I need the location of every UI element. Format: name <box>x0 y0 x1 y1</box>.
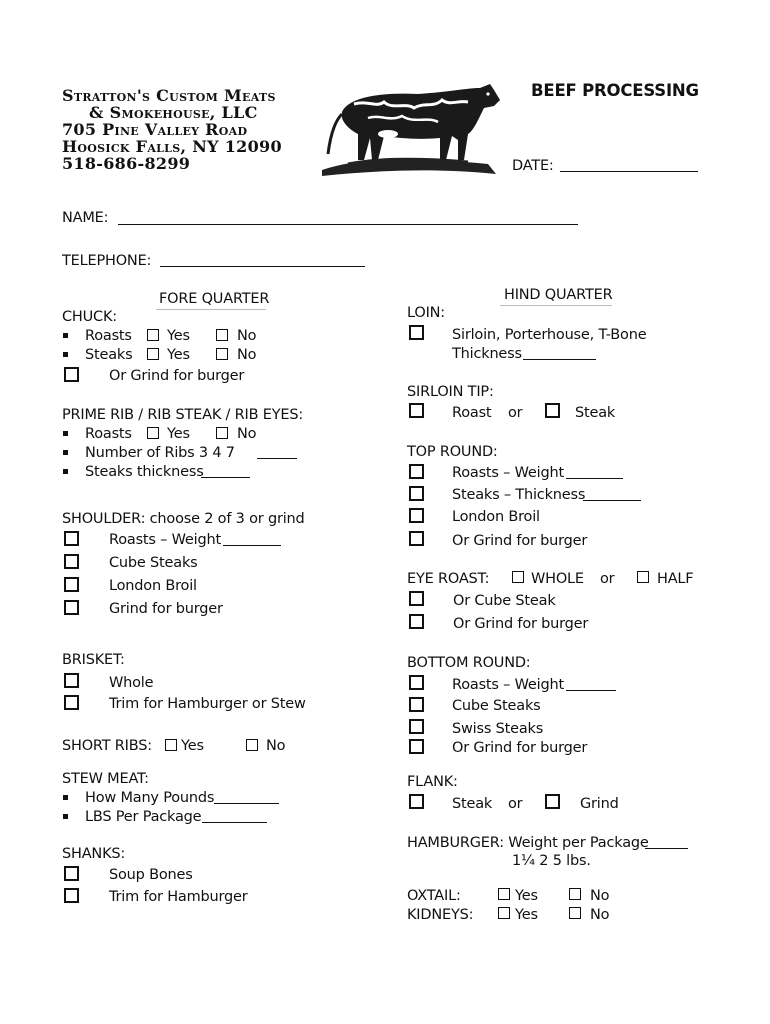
shoulder-grind-checkbox[interactable] <box>64 600 79 615</box>
form-title: BEEF PROCESSING <box>531 81 699 100</box>
shoulder-grind-label: Grind for burger <box>109 601 223 617</box>
top-round-roasts-checkbox[interactable] <box>409 464 424 479</box>
bullet <box>63 450 68 455</box>
cow-woodcut-icon <box>318 78 502 178</box>
top-round-grind-checkbox[interactable] <box>409 531 424 546</box>
bottom-round-roasts-label: Roasts – Weight <box>452 677 564 693</box>
oxtail-label: OXTAIL: <box>407 888 461 904</box>
chuck-roasts-yes-label: Yes <box>167 328 190 344</box>
flank-grind-label: Grind <box>580 796 619 812</box>
chuck-roasts-label: Roasts <box>85 328 132 344</box>
shoulder-london-checkbox[interactable] <box>64 577 79 592</box>
top-round-steaks-label: Steaks – Thickness <box>452 487 586 503</box>
short-ribs-no-label: No <box>266 738 286 754</box>
flank-or: or <box>508 796 523 812</box>
shoulder-roasts-checkbox[interactable] <box>64 531 79 546</box>
company-address: 705 Pine Valley Road <box>62 120 248 139</box>
loin-label: LOIN: <box>407 305 445 321</box>
top-round-london-checkbox[interactable] <box>409 508 424 523</box>
date-label: DATE: <box>512 158 554 174</box>
prime-rib-thickness-label: Steaks thickness <box>85 464 204 480</box>
flank-steak-label: Steak <box>452 796 493 812</box>
shoulder-roasts-label: Roasts – Weight <box>109 532 221 548</box>
sirloin-tip-steak-label: Steak <box>575 405 616 421</box>
bottom-round-label: BOTTOM ROUND: <box>407 655 531 671</box>
prime-rib-roasts-no-checkbox[interactable] <box>216 427 228 439</box>
top-round-roasts-label: Roasts – Weight <box>452 465 564 481</box>
bottom-round-swiss-checkbox[interactable] <box>409 719 424 734</box>
prime-rib-roasts-label: Roasts <box>85 426 132 442</box>
prime-rib-roasts-no-label: No <box>237 426 257 442</box>
top-round-steaks-checkbox[interactable] <box>409 486 424 501</box>
sirloin-tip-roast-label: Roast <box>452 405 492 421</box>
eye-roast-half-label: HALF <box>657 571 694 587</box>
bottom-round-cube-label: Cube Steaks <box>452 698 541 714</box>
company-name: Stratton's Custom Meats <box>62 86 276 105</box>
shoulder-roasts-weight-field[interactable] <box>223 545 281 546</box>
shanks-trim-label: Trim for Hamburger <box>109 889 248 905</box>
sirloin-tip-label: SIRLOIN TIP: <box>407 384 494 400</box>
bullet <box>63 352 68 357</box>
name-field[interactable] <box>118 224 578 225</box>
fore-quarter-heading: FORE QUARTER <box>159 291 270 307</box>
top-round-label: TOP ROUND: <box>407 444 498 460</box>
eye-roast-label: EYE ROAST: <box>407 571 490 587</box>
loin-thickness-label: Thickness <box>452 346 522 362</box>
bottom-round-cube-checkbox[interactable] <box>409 697 424 712</box>
chuck-steaks-label: Steaks <box>85 347 133 363</box>
brisket-trim-checkbox[interactable] <box>64 695 79 710</box>
hamburger-sizes: 1¼ 2 5 lbs. <box>512 853 591 869</box>
number-of-ribs-field[interactable] <box>257 458 297 459</box>
date-field[interactable] <box>560 171 698 172</box>
bottom-round-weight-field[interactable] <box>566 690 616 691</box>
oxtail-yes-checkbox[interactable] <box>498 888 510 900</box>
stew-pounds-label: How Many Pounds <box>85 790 215 806</box>
steaks-thickness-field[interactable] <box>201 477 250 478</box>
eye-roast-cube-label: Or Cube Steak <box>453 593 556 609</box>
short-ribs-yes-checkbox[interactable] <box>165 739 177 751</box>
telephone-field[interactable] <box>160 266 365 267</box>
shoulder-label: SHOULDER: choose 2 of 3 or grind <box>62 511 305 527</box>
oxtail-no-label: No <box>590 888 610 904</box>
eye-roast-grind-checkbox[interactable] <box>409 614 424 629</box>
brisket-whole-label: Whole <box>109 675 154 691</box>
stew-lbs-label: LBS Per Package <box>85 809 202 825</box>
top-round-weight-field[interactable] <box>566 478 623 479</box>
flank-grind-checkbox[interactable] <box>545 794 560 809</box>
chuck-steaks-yes-label: Yes <box>167 347 190 363</box>
kidneys-no-checkbox[interactable] <box>569 907 581 919</box>
sirloin-tip-steak-checkbox[interactable] <box>545 403 560 418</box>
bullet <box>63 795 68 800</box>
kidneys-yes-checkbox[interactable] <box>498 907 510 919</box>
kidneys-no-label: No <box>590 907 610 923</box>
eye-roast-cube-checkbox[interactable] <box>409 591 424 606</box>
chuck-grind-label: Or Grind for burger <box>109 368 245 384</box>
hamburger-weight-field[interactable] <box>645 848 688 849</box>
eye-roast-whole-checkbox[interactable] <box>512 571 524 583</box>
brisket-trim-label: Trim for Hamburger or Stew <box>109 696 306 712</box>
eye-roast-grind-label: Or Grind for burger <box>453 616 589 632</box>
shoulder-cube-checkbox[interactable] <box>64 554 79 569</box>
chuck-roasts-no-checkbox[interactable] <box>216 329 228 341</box>
prime-rib-label: PRIME RIB / RIB STEAK / RIB EYES: <box>62 407 304 423</box>
company-city: Hoosick Falls, NY 12090 <box>62 137 282 156</box>
kidneys-yes-label: Yes <box>515 907 538 923</box>
prime-rib-roasts-yes-checkbox[interactable] <box>147 427 159 439</box>
chuck-steaks-no-label: No <box>237 347 257 363</box>
bottom-round-grind-checkbox[interactable] <box>409 739 424 754</box>
shanks-soup-checkbox[interactable] <box>64 866 79 881</box>
chuck-roasts-no-label: No <box>237 328 257 344</box>
bottom-round-grind-label: Or Grind for burger <box>452 740 588 756</box>
company-name-line2: & Smokehouse, LLC <box>89 103 258 122</box>
shanks-label: SHANKS: <box>62 846 126 862</box>
sirloin-tip-roast-checkbox[interactable] <box>409 403 424 418</box>
shoulder-cube-label: Cube Steaks <box>109 555 198 571</box>
chuck-label: CHUCK: <box>62 309 117 325</box>
hamburger-label: HAMBURGER: Weight per Package <box>407 835 649 851</box>
short-ribs-no-checkbox[interactable] <box>246 739 258 751</box>
loin-checkbox[interactable] <box>409 325 424 340</box>
chuck-steaks-yes-checkbox[interactable] <box>147 348 159 360</box>
top-round-thickness-field[interactable] <box>583 500 641 501</box>
oxtail-yes-label: Yes <box>515 888 538 904</box>
flank-label: FLANK: <box>407 774 458 790</box>
brisket-label: BRISKET: <box>62 652 125 668</box>
eye-roast-whole-label: WHOLE <box>531 571 584 587</box>
eye-roast-or: or <box>600 571 615 587</box>
chuck-roasts-yes-checkbox[interactable] <box>147 329 159 341</box>
flank-steak-checkbox[interactable] <box>409 794 424 809</box>
bottom-round-roasts-checkbox[interactable] <box>409 675 424 690</box>
hind-quarter-underline <box>500 305 612 306</box>
bullet <box>63 333 68 338</box>
top-round-grind-label: Or Grind for burger <box>452 533 588 549</box>
stew-pounds-field[interactable] <box>214 803 279 804</box>
shanks-soup-label: Soup Bones <box>109 867 193 883</box>
bottom-round-swiss-label: Swiss Steaks <box>452 721 544 737</box>
brisket-whole-checkbox[interactable] <box>64 673 79 688</box>
oxtail-no-checkbox[interactable] <box>569 888 581 900</box>
bullet <box>63 469 68 474</box>
name-label: NAME: <box>62 210 109 226</box>
telephone-label: TELEPHONE: <box>62 253 152 269</box>
prime-rib-roasts-yes-label: Yes <box>167 426 190 442</box>
short-ribs-label: SHORT RIBS: <box>62 738 152 754</box>
sirloin-tip-or: or <box>508 405 523 421</box>
kidneys-label: KIDNEYS: <box>407 907 474 923</box>
hind-quarter-heading: HIND QUARTER <box>504 287 613 303</box>
stew-lbs-per-package-field[interactable] <box>202 822 267 823</box>
chuck-steaks-no-checkbox[interactable] <box>216 348 228 360</box>
stew-meat-label: STEW MEAT: <box>62 771 149 787</box>
company-phone: 518-686-8299 <box>62 154 191 173</box>
loin-cuts-label: Sirloin, Porterhouse, T-Bone <box>452 327 647 343</box>
short-ribs-yes-label: Yes <box>181 738 204 754</box>
top-round-london-label: London Broil <box>452 509 540 525</box>
loin-thickness-field[interactable] <box>523 359 596 360</box>
bullet <box>63 431 68 436</box>
bullet <box>63 814 68 819</box>
fore-quarter-underline <box>156 309 266 310</box>
chuck-grind-checkbox[interactable] <box>64 367 79 382</box>
shanks-trim-checkbox[interactable] <box>64 888 79 903</box>
prime-rib-number-of-ribs-label: Number of Ribs 3 4 7 <box>85 445 235 461</box>
eye-roast-half-checkbox[interactable] <box>637 571 649 583</box>
shoulder-london-label: London Broil <box>109 578 197 594</box>
